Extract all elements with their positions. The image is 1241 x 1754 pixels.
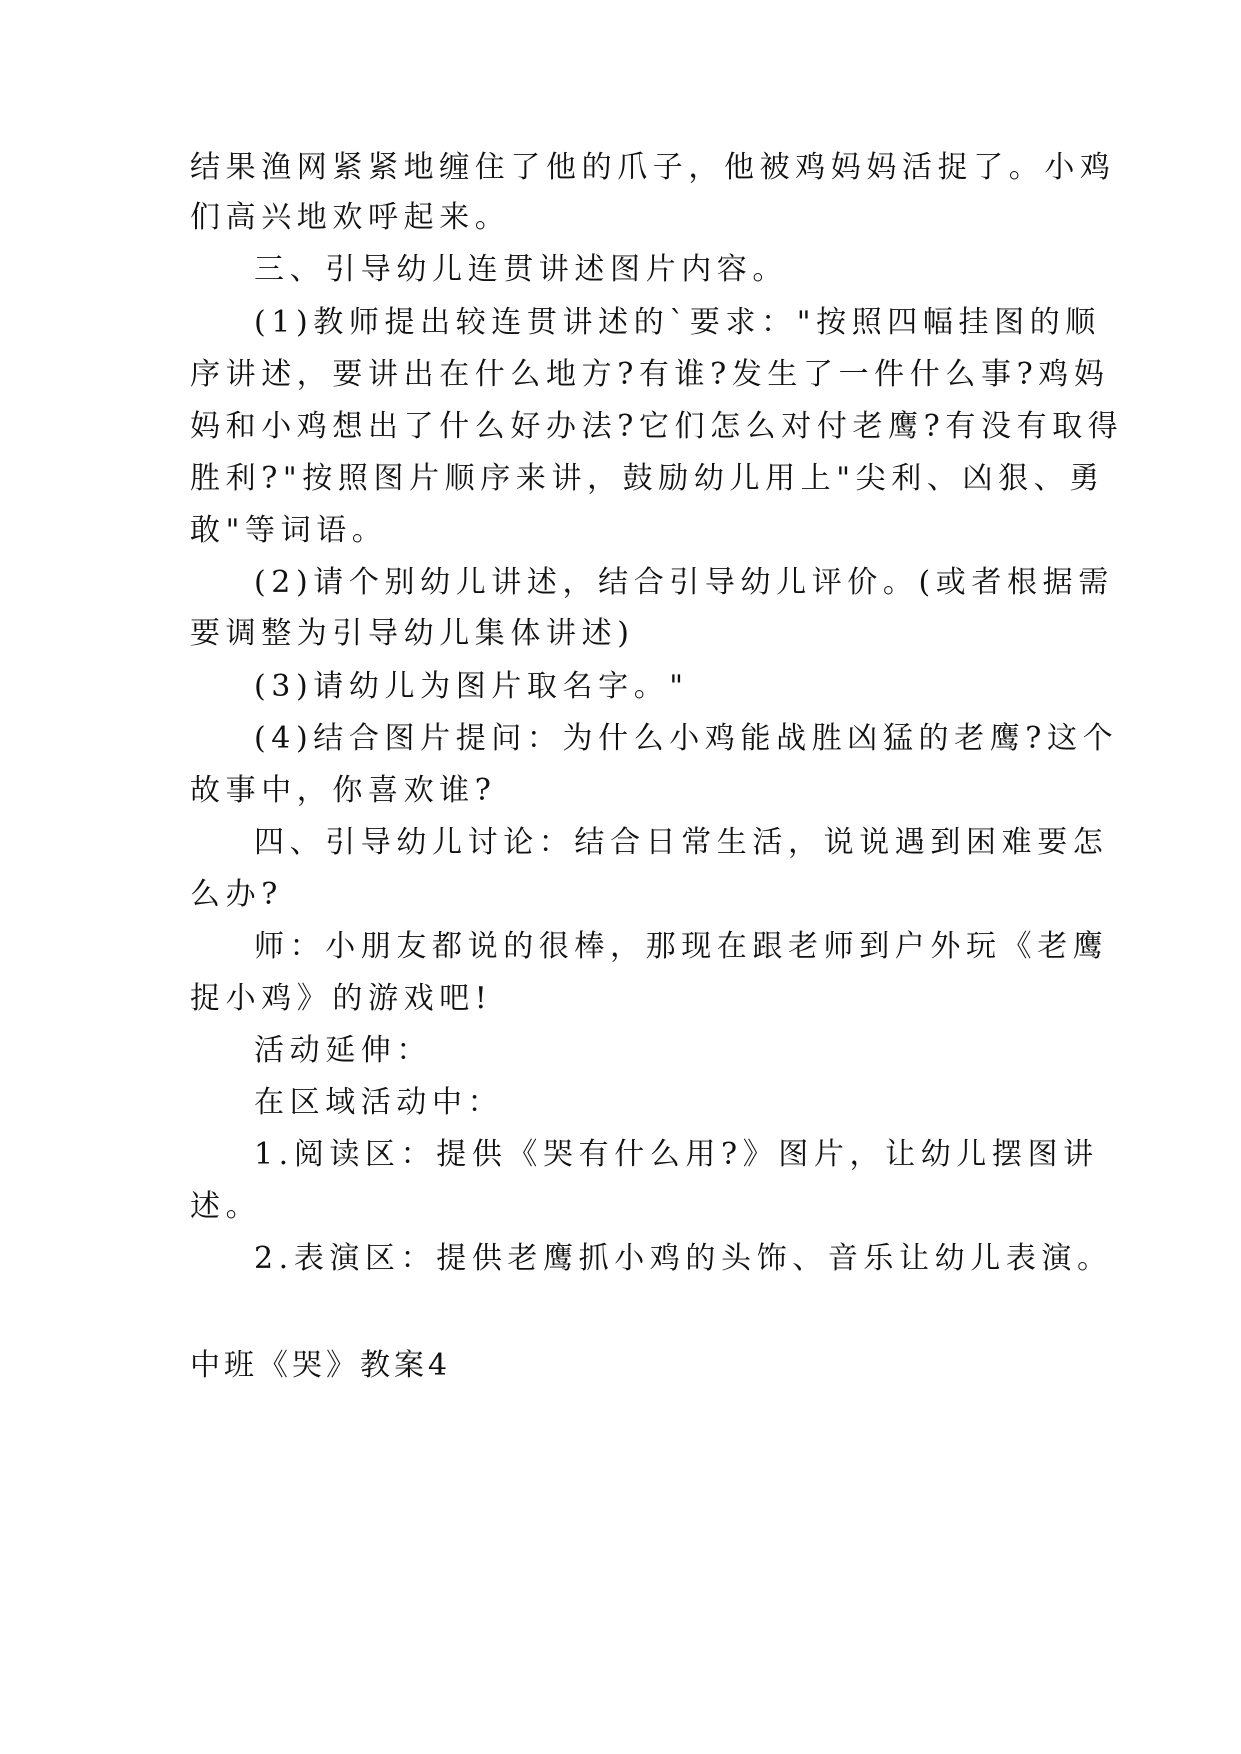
- paragraph-line: (3)请幼儿为图片取名字。": [254, 669, 689, 704]
- paragraph-line: (1)教师提出较连贯讲述的`要求："按照四幅挂图的顺: [254, 305, 1101, 340]
- paragraph-line: 活动延伸：: [254, 1033, 432, 1068]
- paragraph-line: 序讲述，要讲出在什么地方?有谁?发生了一件什么事?鸡妈: [190, 357, 1110, 392]
- paragraph-line: 要调整为引导幼儿集体讲述): [190, 616, 635, 651]
- paragraph-line: 在区域活动中：: [254, 1085, 504, 1120]
- paragraph-line: 妈和小鸡想出了什么好办法?它们怎么对付老鹰?有没有取得: [190, 409, 1124, 444]
- paragraph-line: 结果渔网紧紧地缠住了他的爪子，他被鸡妈妈活捉了。小鸡: [190, 150, 1116, 185]
- paragraph-line: 三、引导幼儿连贯讲述图片内容。: [254, 252, 788, 287]
- section-title: 中班《哭》教案4: [190, 1348, 452, 1383]
- paragraph-line: 2.表演区：提供老鹰抓小鸡的头饰、音乐让幼儿表演。: [254, 1241, 1113, 1276]
- paragraph-line: 1.阅读区：提供《哭有什么用?》图片，让幼儿摆图讲: [254, 1137, 1099, 1172]
- paragraph-line: 敢"等词语。: [190, 513, 388, 548]
- paragraph-line: 故事中，你喜欢谁?: [190, 773, 497, 808]
- paragraph-line: 师：小朋友都说的很棒，那现在跟老师到户外玩《老鹰: [254, 929, 1109, 964]
- paragraph-line: 么办?: [190, 877, 283, 912]
- paragraph-line: 们高兴地欢呼起来。: [190, 200, 511, 235]
- paragraph-line: (4)结合图片提问：为什么小鸡能战胜凶猛的老鹰?这个: [254, 721, 1119, 756]
- paragraph-line: (2)请个别幼儿讲述，结合引导幼儿评价。(或者根据需: [254, 565, 1114, 600]
- paragraph-line: 捉小鸡》的游戏吧!: [190, 981, 493, 1016]
- paragraph-line: 四、引导幼儿讨论：结合日常生活，说说遇到困难要怎: [254, 825, 1109, 860]
- paragraph-line: 胜利?"按照图片顺序来讲，鼓励幼儿用上"尖利、凶狠、勇: [190, 461, 1105, 496]
- paragraph-line: 述。: [190, 1189, 262, 1224]
